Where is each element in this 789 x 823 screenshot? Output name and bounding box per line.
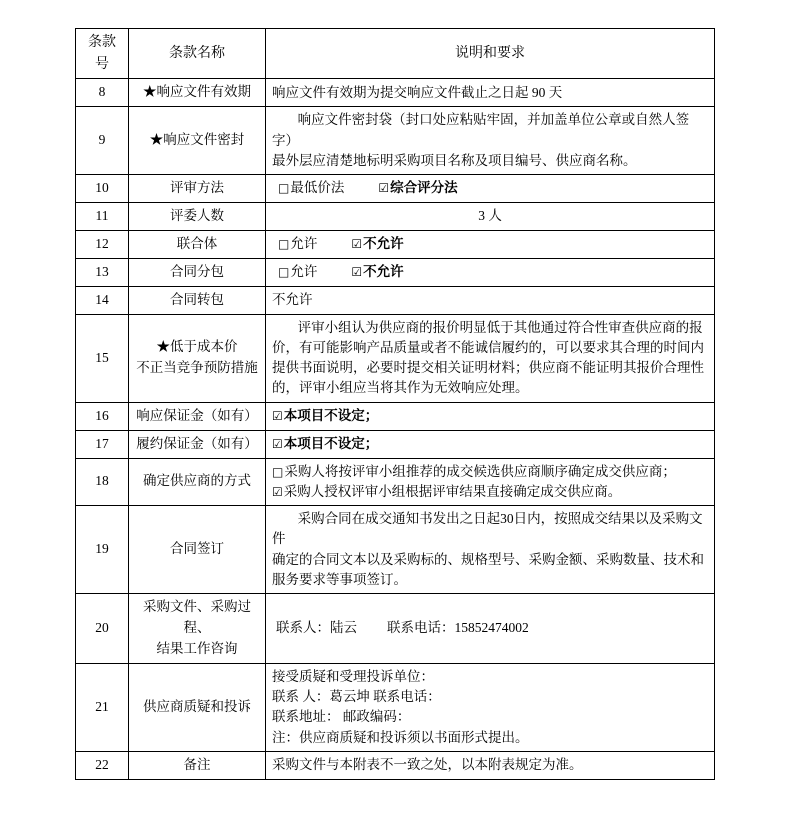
term-name — [129, 594, 266, 664]
term-number: 17 — [76, 430, 129, 458]
option-group — [272, 406, 708, 427]
checkbox-empty-icon[interactable]: □ — [278, 264, 290, 279]
table-row — [76, 230, 715, 258]
table-row — [76, 175, 715, 203]
column-header-0: 条款号 — [76, 29, 129, 79]
option-group — [272, 178, 708, 199]
term-name: 合同签订 — [129, 506, 266, 594]
term-description — [266, 430, 715, 458]
checkbox-checked-icon[interactable]: ☑ — [351, 236, 363, 251]
option-item[interactable] — [351, 262, 403, 283]
procurement-terms-table — [75, 28, 715, 780]
table-header-row — [76, 29, 715, 79]
term-number: 15 — [76, 314, 129, 402]
option-group — [272, 262, 708, 283]
description-line: 响应文件有效期为提交响应文件截止之日起 90 天 — [272, 84, 563, 100]
term-number: 21 — [76, 663, 129, 751]
option-item[interactable] — [278, 234, 317, 255]
term-name-line: ★低于成本价 — [156, 339, 238, 355]
term-description — [266, 230, 715, 258]
option-item[interactable] — [272, 434, 378, 455]
term-name: 备注 — [129, 751, 266, 779]
term-description — [266, 594, 715, 664]
option-label: 本项目不设定； — [283, 435, 379, 451]
contact-person-value: 陆云 — [330, 619, 357, 635]
term-name: 评审方法 — [129, 175, 266, 203]
term-number: 9 — [76, 107, 129, 175]
option-item[interactable] — [378, 178, 457, 199]
term-name-line: 不正当竞争预防措施 — [136, 360, 258, 376]
term-description — [266, 258, 715, 286]
option-label: 采购人将按评审小组推荐的成交候选供应商顺序确定成交供应商； — [284, 463, 676, 479]
term-number: 10 — [76, 175, 129, 203]
option-label: 不允许 — [363, 235, 404, 251]
term-description — [266, 506, 715, 594]
table-row — [76, 594, 715, 664]
description-line: 提供书面说明，必要时提交相关证明材料；供应商不能证明其报价合理性 — [272, 360, 704, 376]
contact-phone-value: 15852474002 — [454, 619, 529, 635]
option-label: 不允许 — [363, 263, 404, 279]
term-description — [266, 107, 715, 175]
description-line: 确定的合同文本以及采购标的、规格型号、采购金额、采购数量、技术和 — [272, 551, 704, 567]
term-description — [266, 175, 715, 203]
description-line: 的，评审小组应当将其作为无效响应处理。 — [272, 380, 529, 396]
option-item[interactable] — [278, 178, 344, 199]
option-label: 允许 — [290, 263, 318, 279]
option-item[interactable] — [272, 462, 708, 482]
option-group — [272, 462, 708, 503]
description-block — [272, 110, 708, 171]
term-number: 14 — [76, 286, 129, 314]
option-label: 最低价法 — [290, 180, 345, 196]
term-description — [266, 79, 715, 107]
contact-line — [276, 618, 708, 639]
table-row — [76, 458, 715, 506]
description-line: 服务要求等事项签订。 — [272, 571, 407, 587]
description-line: 联系地址： 邮政编码： — [272, 709, 411, 725]
checkbox-checked-icon[interactable]: ☑ — [378, 181, 390, 196]
table-body — [76, 29, 715, 780]
description-block — [272, 206, 708, 226]
option-label: 本项目不设定； — [283, 407, 379, 423]
table-row — [76, 79, 715, 107]
term-number: 12 — [76, 230, 129, 258]
term-name: 确定供应商的方式 — [129, 458, 266, 506]
checkbox-empty-icon[interactable]: □ — [278, 236, 290, 251]
term-description — [266, 202, 715, 230]
checkbox-checked-icon[interactable]: ☑ — [272, 436, 283, 451]
description-line: 最外层应清楚地标明采购项目名称及项目编号、供应商名称。 — [272, 152, 637, 168]
term-name: 响应保证金（如有） — [129, 402, 266, 430]
term-name: 履约保证金（如有） — [129, 430, 266, 458]
option-label: 允许 — [290, 235, 318, 251]
term-number: 22 — [76, 751, 129, 779]
term-number: 13 — [76, 258, 129, 286]
column-header-1: 条款名称 — [129, 29, 266, 79]
term-number: 11 — [76, 202, 129, 230]
term-name: ★响应文件密封 — [129, 107, 266, 175]
description-block — [272, 509, 708, 590]
table-row — [76, 286, 715, 314]
description-line: 不允许 — [272, 292, 313, 308]
checkbox-empty-icon[interactable]: □ — [272, 464, 284, 479]
option-item[interactable] — [351, 234, 403, 255]
term-description — [266, 402, 715, 430]
term-number: 18 — [76, 458, 129, 506]
description-line: 采购合同在成交通知书发出之日起30日内，按照成交结果以及采购文件 — [272, 511, 703, 547]
description-line: 价，有可能影响产品质量或者不能诚信履约的，可以要求其合理的时间内 — [272, 339, 704, 355]
term-name: 联合体 — [129, 230, 266, 258]
description-line: 接受质疑和受理投诉单位： — [272, 668, 434, 684]
checkbox-checked-icon[interactable]: ☑ — [272, 408, 283, 423]
contact-phone-label: 联系电话： — [387, 619, 455, 635]
description-block — [272, 318, 708, 399]
term-number: 8 — [76, 79, 129, 107]
description-block — [272, 290, 708, 310]
checkbox-checked-icon[interactable]: ☑ — [351, 264, 363, 279]
checkbox-checked-icon[interactable]: ☑ — [272, 484, 283, 499]
term-name: 合同分包 — [129, 258, 266, 286]
description-line: 注：供应商质疑和投诉须以书面形式提出。 — [272, 729, 529, 745]
term-name: 供应商质疑和投诉 — [129, 663, 266, 751]
term-number: 20 — [76, 594, 129, 664]
description-line: 响应文件密封袋（封口处应粘贴牢固，并加盖单位公章或自然人签字） — [272, 112, 690, 148]
table-row — [76, 402, 715, 430]
column-header-2: 说明和要求 — [266, 29, 715, 79]
term-description — [266, 751, 715, 779]
checkbox-empty-icon[interactable]: □ — [278, 181, 290, 196]
term-name: 合同转包 — [129, 286, 266, 314]
description-block — [272, 667, 708, 748]
term-name-line: 采购文件、采购过程、 — [143, 599, 251, 635]
term-number: 19 — [76, 506, 129, 594]
term-number: 16 — [76, 402, 129, 430]
table-row — [76, 506, 715, 594]
description-block — [272, 83, 708, 103]
description-line: 联系 人：葛云坤 联系电话： — [272, 689, 441, 705]
description-block — [272, 755, 708, 775]
option-item[interactable] — [272, 406, 378, 427]
option-item[interactable] — [272, 482, 708, 502]
term-name: 评委人数 — [129, 202, 266, 230]
table-row — [76, 663, 715, 751]
description-line: 采购文件与本附表不一致之处，以本附表规定为准。 — [272, 757, 583, 773]
option-item[interactable] — [278, 262, 317, 283]
description-line: 评审小组认为供应商的报价明显低于其他通过符合性审查供应商的报 — [297, 319, 703, 335]
option-group — [272, 434, 708, 455]
table-row — [76, 430, 715, 458]
description-line: 3 人 — [478, 208, 502, 224]
table-row — [76, 202, 715, 230]
option-group — [272, 234, 708, 255]
table-row — [76, 258, 715, 286]
contact-person-label: 联系人： — [276, 619, 330, 635]
term-name-line: 结果工作咨询 — [156, 640, 238, 656]
term-description — [266, 458, 715, 506]
term-name — [129, 314, 266, 402]
term-description — [266, 663, 715, 751]
term-name: ★响应文件有效期 — [129, 79, 266, 107]
term-description — [266, 286, 715, 314]
option-label: 采购人授权评审小组根据评审结果直接确定成交供应商。 — [283, 483, 622, 499]
option-label: 综合评分法 — [390, 180, 458, 196]
table-row — [76, 314, 715, 402]
table-row — [76, 751, 715, 779]
table-row — [76, 107, 715, 175]
term-description — [266, 314, 715, 402]
